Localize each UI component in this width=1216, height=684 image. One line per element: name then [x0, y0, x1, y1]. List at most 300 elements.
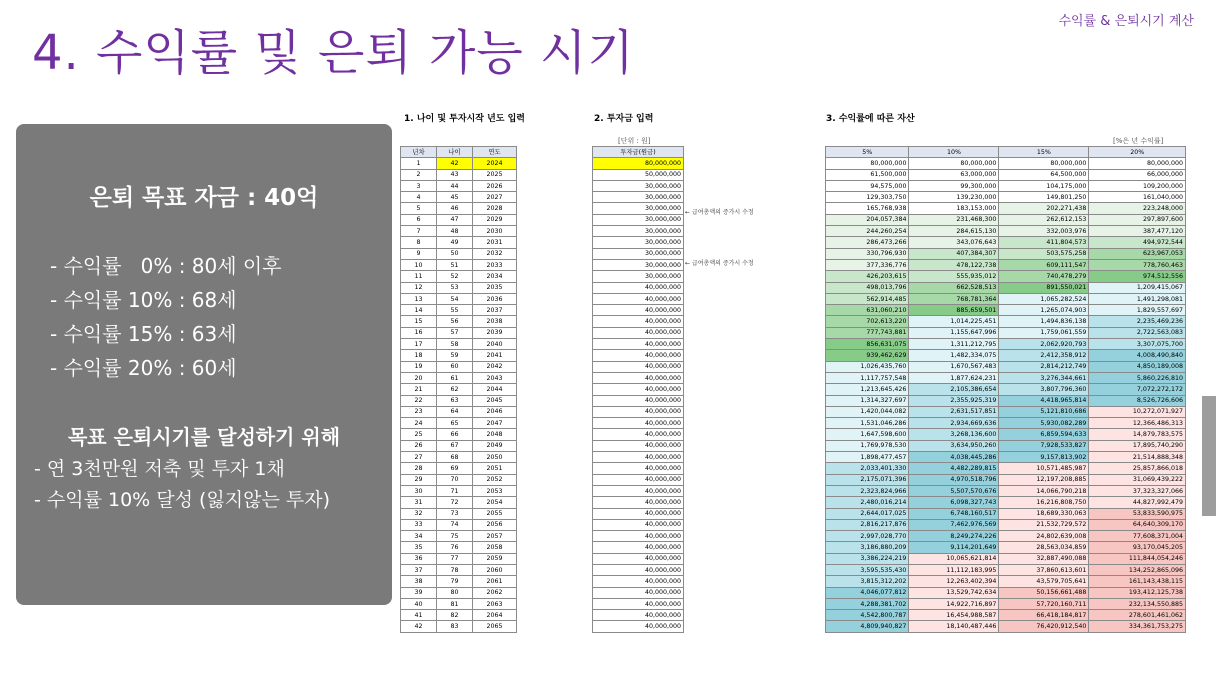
table-cell: 332,003,976: [999, 226, 1089, 237]
table-cell: 2,235,469,236: [1089, 316, 1186, 327]
table-row: [826, 531, 1186, 542]
table-row: [401, 203, 517, 214]
table-row: [401, 237, 517, 248]
table-cell: 2052: [472, 474, 516, 485]
table-cell: 64: [436, 406, 472, 417]
table-cell: 40,000,000: [593, 339, 684, 350]
table-cell: 161,040,000: [1089, 192, 1186, 203]
table-cell: 2026: [472, 180, 516, 191]
table-cell: 68: [436, 452, 472, 463]
asset-table: [825, 146, 1186, 633]
table-cell: 2,934,669,636: [909, 418, 999, 429]
table-row: [401, 621, 517, 632]
table-cell: 2,412,358,912: [999, 350, 1089, 361]
section-title-assets: 3. 수익률에 따른 자산: [826, 114, 915, 124]
table-row: [593, 259, 684, 270]
table-cell: 939,462,629: [826, 350, 909, 361]
table-row: [826, 158, 1186, 169]
table-cell: 4,542,800,787: [826, 610, 909, 621]
table-row: [593, 372, 684, 383]
table-cell: 2055: [472, 508, 516, 519]
table-cell: 7,462,976,569: [909, 519, 999, 530]
table-cell: 44: [436, 180, 472, 191]
table-cell: 46: [436, 203, 472, 214]
col-header: 10%: [909, 147, 999, 158]
table-cell: 1,491,298,081: [1089, 293, 1186, 304]
table-row: [826, 406, 1186, 417]
table-cell: 2024: [472, 158, 516, 169]
table-cell: 286,473,266: [826, 237, 909, 248]
table-cell: 1,117,757,548: [826, 372, 909, 383]
table-cell: 24,802,639,008: [999, 531, 1089, 542]
table-cell: 2,323,824,966: [826, 485, 909, 496]
table-cell: 17: [401, 339, 437, 350]
col-header: 15%: [999, 147, 1089, 158]
table-cell: 4,850,189,008: [1089, 361, 1186, 372]
table-cell: 204,057,384: [826, 214, 909, 225]
table-cell: 23: [401, 406, 437, 417]
table-cell: 10,272,071,927: [1089, 406, 1186, 417]
table-cell: 40,000,000: [593, 531, 684, 542]
table-cell: 25,857,866,018: [1089, 463, 1186, 474]
note: ← 급여총액의 증가시 수정: [685, 260, 754, 267]
table-row: [593, 293, 684, 304]
table-row: [826, 214, 1186, 225]
rate-item: - 수익률 0% : 80세 이후: [50, 254, 282, 278]
table-cell: 4,482,289,815: [909, 463, 999, 474]
rate-list: [50, 249, 282, 385]
table-cell: 79: [436, 576, 472, 587]
table-cell: 702,613,220: [826, 316, 909, 327]
corner-label: 수익률 & 은퇴시기 계산: [1058, 14, 1194, 29]
table-row: [593, 474, 684, 485]
table-cell: 51: [436, 259, 472, 270]
table-cell: 38: [401, 576, 437, 587]
table-row: [826, 598, 1186, 609]
table-row: [401, 158, 517, 169]
table-cell: 411,804,573: [999, 237, 1089, 248]
table-cell: 2,631,517,851: [909, 406, 999, 417]
table-cell: 3: [401, 180, 437, 191]
table-cell: 623,967,053: [1089, 248, 1186, 259]
table-cell: 2060: [472, 564, 516, 575]
table-cell: 30,000,000: [593, 226, 684, 237]
summary-panel: [16, 124, 392, 605]
table-row: [401, 485, 517, 496]
table-cell: 59: [436, 350, 472, 361]
table-row: [826, 226, 1186, 237]
table-cell: 9,114,201,649: [909, 542, 999, 553]
table-cell: 19: [401, 361, 437, 372]
table-row: [401, 384, 517, 395]
plan-heading: 목표 은퇴시기를 달성하기 위해: [67, 425, 341, 449]
table-cell: 52: [436, 271, 472, 282]
table-row: [401, 350, 517, 361]
table-cell: 2050: [472, 452, 516, 463]
table-cell: 32: [401, 508, 437, 519]
table-cell: 80,000,000: [593, 158, 684, 169]
table-row: [401, 452, 517, 463]
table-cell: 33: [401, 519, 437, 530]
table-row: [401, 406, 517, 417]
table-cell: 43: [436, 169, 472, 180]
table-row: [593, 542, 684, 553]
table-cell: 3,815,312,202: [826, 576, 909, 587]
table-cell: 93,170,045,205: [1089, 542, 1186, 553]
table-cell: 555,935,012: [909, 271, 999, 282]
col-header: 년차: [401, 147, 437, 158]
table-row: [401, 587, 517, 598]
table-row: [401, 598, 517, 609]
table-cell: 4,038,445,286: [909, 452, 999, 463]
table-cell: 1,482,334,075: [909, 350, 999, 361]
table-cell: 193,412,125,738: [1089, 587, 1186, 598]
table-row: [593, 316, 684, 327]
table-cell: 40,000,000: [593, 282, 684, 293]
table-cell: 57,720,160,711: [999, 598, 1089, 609]
table-row: [401, 395, 517, 406]
table-cell: 5,930,082,289: [999, 418, 1089, 429]
col-header: 투자금(원금): [593, 147, 684, 158]
table-row: [593, 598, 684, 609]
table-row: [593, 339, 684, 350]
table-cell: 161,143,438,115: [1089, 576, 1186, 587]
table-cell: 426,203,615: [826, 271, 909, 282]
table-cell: 26: [401, 440, 437, 451]
table-cell: 9: [401, 248, 437, 259]
table-cell: 54: [436, 293, 472, 304]
table-row: [593, 418, 684, 429]
table-cell: 8: [401, 237, 437, 248]
table-row: [401, 497, 517, 508]
table-cell: 1,213,645,426: [826, 384, 909, 395]
table-row: [826, 339, 1186, 350]
table-cell: 66: [436, 429, 472, 440]
table-cell: 70: [436, 474, 472, 485]
table-row: [826, 282, 1186, 293]
table-cell: 334,361,753,275: [1089, 621, 1186, 632]
table-cell: 80,000,000: [826, 158, 909, 169]
table-cell: 21: [401, 384, 437, 395]
table-cell: 2031: [472, 237, 516, 248]
table-row: [593, 440, 684, 451]
table-cell: 2,816,217,876: [826, 519, 909, 530]
unit-label-rate: [%은 년 수익률]: [1113, 137, 1164, 145]
table-cell: 50: [436, 248, 472, 259]
table-cell: 330,796,930: [826, 248, 909, 259]
table-row: [826, 542, 1186, 553]
table-cell: 45: [436, 192, 472, 203]
note: ← 급여총액의 증가시 수정: [685, 209, 754, 216]
table-row: [401, 169, 517, 180]
table-cell: 5: [401, 203, 437, 214]
table-cell: 3,307,075,700: [1089, 339, 1186, 350]
table-cell: 40,000,000: [593, 406, 684, 417]
table-cell: 10,571,485,987: [999, 463, 1089, 474]
table-cell: 53,833,590,975: [1089, 508, 1186, 519]
table-cell: 562,914,485: [826, 293, 909, 304]
table-cell: 631,060,210: [826, 305, 909, 316]
table-row: [593, 327, 684, 338]
table-cell: 40,000,000: [593, 395, 684, 406]
table-cell: 407,384,307: [909, 248, 999, 259]
table-cell: 17,895,740,290: [1089, 440, 1186, 451]
table-row: [593, 553, 684, 564]
table-cell: 278,601,461,062: [1089, 610, 1186, 621]
table-cell: 28: [401, 463, 437, 474]
table-cell: 134,252,865,096: [1089, 564, 1186, 575]
table-cell: 4,970,518,796: [909, 474, 999, 485]
table-cell: 11,112,183,995: [909, 564, 999, 575]
table-row: [826, 463, 1186, 474]
table-row: [826, 169, 1186, 180]
table-cell: 4,809,940,827: [826, 621, 909, 632]
table-cell: 129,303,750: [826, 192, 909, 203]
table-cell: 20: [401, 372, 437, 383]
table-cell: 82: [436, 610, 472, 621]
col-header: 나이: [436, 147, 472, 158]
table-cell: 30,000,000: [593, 248, 684, 259]
table-cell: 2064: [472, 610, 516, 621]
table-cell: 12,366,486,313: [1089, 418, 1186, 429]
table-row: [401, 305, 517, 316]
table-cell: 2028: [472, 203, 516, 214]
table-row: [826, 508, 1186, 519]
table-cell: 2,480,016,214: [826, 497, 909, 508]
table-cell: 1,531,046,286: [826, 418, 909, 429]
table-cell: 16: [401, 327, 437, 338]
table-row: [401, 463, 517, 474]
table-row: [593, 508, 684, 519]
table-cell: 77,608,371,004: [1089, 531, 1186, 542]
table-row: [401, 440, 517, 451]
table-cell: 22: [401, 395, 437, 406]
table-row: [826, 576, 1186, 587]
table-row: [826, 248, 1186, 259]
table-cell: 3,807,796,360: [999, 384, 1089, 395]
table-cell: 40,000,000: [593, 564, 684, 575]
table-cell: 80: [436, 587, 472, 598]
table-cell: 12,197,208,885: [999, 474, 1089, 485]
table-row: [401, 564, 517, 575]
table-cell: 104,175,000: [999, 180, 1089, 191]
table-cell: 1: [401, 158, 437, 169]
table-cell: 81: [436, 598, 472, 609]
table-cell: 1,494,836,138: [999, 316, 1089, 327]
table-cell: 2,062,920,793: [999, 339, 1089, 350]
table-cell: 1,898,477,457: [826, 452, 909, 463]
table-cell: 2043: [472, 372, 516, 383]
table-cell: 498,013,796: [826, 282, 909, 293]
table-cell: 778,760,463: [1089, 259, 1186, 270]
table-cell: 2042: [472, 361, 516, 372]
table-cell: 4,288,381,702: [826, 598, 909, 609]
table-cell: 223,248,000: [1089, 203, 1186, 214]
table-cell: 8,249,274,226: [909, 531, 999, 542]
section-title-investment: 2. 투자금 입력: [594, 114, 654, 124]
table-cell: 40,000,000: [593, 519, 684, 530]
table-cell: 40,000,000: [593, 327, 684, 338]
table-row: [593, 610, 684, 621]
table-cell: 76,420,912,540: [999, 621, 1089, 632]
table-cell: 2049: [472, 440, 516, 451]
rate-item: - 수익률 20% : 60세: [50, 356, 237, 380]
table-cell: 14,922,716,897: [909, 598, 999, 609]
table-cell: 31: [401, 497, 437, 508]
table-cell: 111,844,054,246: [1089, 553, 1186, 564]
table-row: [593, 587, 684, 598]
table-cell: 4,046,077,812: [826, 587, 909, 598]
table-row: [593, 406, 684, 417]
table-row: [401, 293, 517, 304]
table-cell: 1,769,978,530: [826, 440, 909, 451]
table-cell: 2058: [472, 542, 516, 553]
table-cell: 2045: [472, 395, 516, 406]
scrollbar-handle[interactable]: [1202, 396, 1216, 516]
table-row: [401, 531, 517, 542]
table-cell: 2047: [472, 418, 516, 429]
table-cell: 14: [401, 305, 437, 316]
table-cell: 2054: [472, 497, 516, 508]
table-cell: 37,860,613,601: [999, 564, 1089, 575]
table-row: [401, 553, 517, 564]
table-cell: 16,216,808,750: [999, 497, 1089, 508]
table-row: [593, 395, 684, 406]
table-cell: 72: [436, 497, 472, 508]
action-list: [34, 454, 330, 516]
table-cell: 3,268,136,600: [909, 429, 999, 440]
table-row: [593, 384, 684, 395]
table-cell: 30,000,000: [593, 180, 684, 191]
table-cell: 7,072,272,172: [1089, 384, 1186, 395]
table-cell: 1,026,435,760: [826, 361, 909, 372]
table-cell: 2,105,386,654: [909, 384, 999, 395]
table-cell: 77: [436, 553, 472, 564]
table-cell: 30,000,000: [593, 237, 684, 248]
table-row: [826, 350, 1186, 361]
table-row: [401, 519, 517, 530]
table-cell: 83: [436, 621, 472, 632]
table-cell: 2065: [472, 621, 516, 632]
table-row: [826, 305, 1186, 316]
table-row: [401, 327, 517, 338]
table-cell: 202,271,438: [999, 203, 1089, 214]
table-cell: 75: [436, 531, 472, 542]
table-cell: 2029: [472, 214, 516, 225]
table-cell: 1,759,061,559: [999, 327, 1089, 338]
table-cell: 40,000,000: [593, 372, 684, 383]
table-cell: 2056: [472, 519, 516, 530]
table-row: [826, 452, 1186, 463]
table-cell: 40,000,000: [593, 598, 684, 609]
table-cell: 37: [401, 564, 437, 575]
table-row: [593, 192, 684, 203]
table-row: [593, 282, 684, 293]
col-header: 5%: [826, 147, 909, 158]
table-cell: 149,801,250: [999, 192, 1089, 203]
table-cell: 80,000,000: [999, 158, 1089, 169]
table-cell: 29: [401, 474, 437, 485]
table-row: [593, 621, 684, 632]
table-cell: 40,000,000: [593, 621, 684, 632]
table-cell: 494,972,544: [1089, 237, 1186, 248]
table-row: [826, 192, 1186, 203]
table-cell: 37,323,327,066: [1089, 485, 1186, 496]
table-cell: 69: [436, 463, 472, 474]
table-cell: 2,033,401,330: [826, 463, 909, 474]
table-cell: 6,748,160,517: [909, 508, 999, 519]
table-row: [593, 463, 684, 474]
table-cell: 40,000,000: [593, 361, 684, 372]
table-cell: 40,000,000: [593, 542, 684, 553]
table-cell: 609,111,547: [999, 259, 1089, 270]
table-cell: 4,008,490,840: [1089, 350, 1186, 361]
table-cell: 63: [436, 395, 472, 406]
table-cell: 18: [401, 350, 437, 361]
table-cell: 80,000,000: [909, 158, 999, 169]
table-cell: 503,575,258: [999, 248, 1089, 259]
table-cell: 40,000,000: [593, 576, 684, 587]
table-cell: 40,000,000: [593, 305, 684, 316]
table-row: [826, 271, 1186, 282]
table-cell: 13: [401, 293, 437, 304]
table-row: [401, 180, 517, 191]
table-cell: 662,528,513: [909, 282, 999, 293]
table-row: [593, 180, 684, 191]
table-cell: 16,454,988,587: [909, 610, 999, 621]
table-cell: 165,768,938: [826, 203, 909, 214]
table-cell: 2,175,071,396: [826, 474, 909, 485]
rate-item: - 수익률 10% : 68세: [50, 288, 237, 312]
table-cell: 7,928,533,827: [999, 440, 1089, 451]
table-cell: 2040: [472, 339, 516, 350]
table-cell: 40,000,000: [593, 553, 684, 564]
table-row: [401, 271, 517, 282]
table-cell: 244,260,254: [826, 226, 909, 237]
table-cell: 2,997,028,770: [826, 531, 909, 542]
table-cell: 1,647,598,600: [826, 429, 909, 440]
table-cell: 2057: [472, 531, 516, 542]
table-cell: 30: [401, 485, 437, 496]
table-row: [401, 542, 517, 553]
table-row: [826, 587, 1186, 598]
rate-item: - 수익률 15% : 63세: [50, 322, 237, 346]
table-row: [826, 564, 1186, 575]
table-row: [593, 158, 684, 169]
table-row: [593, 271, 684, 282]
table-cell: 2048: [472, 429, 516, 440]
table-cell: 4,418,965,814: [999, 395, 1089, 406]
table-cell: 1,311,212,795: [909, 339, 999, 350]
table-cell: 2,644,017,025: [826, 508, 909, 519]
table-cell: 73: [436, 508, 472, 519]
table-row: [593, 169, 684, 180]
table-cell: 297,897,600: [1089, 214, 1186, 225]
table-cell: 30,000,000: [593, 271, 684, 282]
table-cell: 777,743,881: [826, 327, 909, 338]
table-cell: 139,230,000: [909, 192, 999, 203]
table-cell: 109,200,000: [1089, 180, 1186, 191]
table-cell: 2,722,563,083: [1089, 327, 1186, 338]
table-row: [826, 621, 1186, 632]
table-cell: 55: [436, 305, 472, 316]
table-cell: 1,829,557,697: [1089, 305, 1186, 316]
table-cell: 50,000,000: [593, 169, 684, 180]
table-cell: 21,532,729,572: [999, 519, 1089, 530]
table-cell: 10,065,621,814: [909, 553, 999, 564]
table-cell: 66,000,000: [1089, 169, 1186, 180]
table-row: [401, 339, 517, 350]
